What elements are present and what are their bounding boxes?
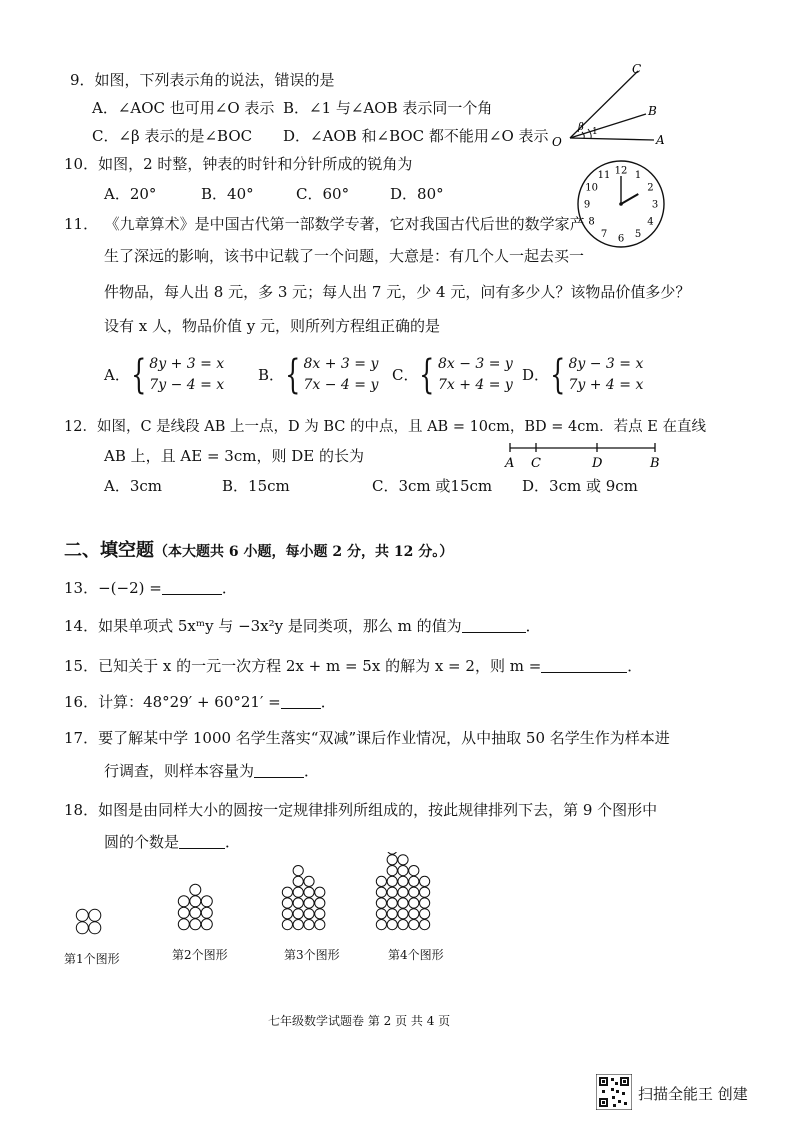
circle-figure-4	[376, 852, 429, 930]
pattern-circle	[282, 920, 292, 930]
pattern-circle	[387, 876, 397, 886]
section2-header	[64, 536, 453, 562]
clock-number: 10	[585, 182, 598, 194]
pattern-circle	[398, 866, 408, 876]
pattern-circle	[304, 876, 314, 886]
pattern-circle	[293, 887, 303, 897]
pattern-circle	[304, 920, 314, 930]
q17-blank[interactable]	[254, 763, 304, 778]
q12-option-a: A．3cm	[104, 477, 163, 495]
pattern-circle	[376, 909, 386, 919]
pattern-circle	[387, 855, 397, 865]
q12-option-c: C．3cm 或15cm	[372, 477, 493, 495]
pattern-circle	[293, 909, 303, 919]
q10-stem: 10．如图，2 时整，钟表的时针和分针所成的锐角为	[64, 155, 413, 173]
pattern-circle	[387, 920, 397, 930]
clock-number: 8	[588, 216, 595, 228]
pattern-circle	[201, 919, 212, 930]
pattern-circle	[315, 898, 325, 908]
q11-option-a: A．{ 8y + 3 = x 7y − 4 = x	[104, 352, 225, 398]
caption-figure-3: 第3个图形	[284, 948, 340, 962]
q9-option-a: A．∠AOC 也可用∠O 表示	[92, 99, 275, 117]
q10-option-a: A．20°	[104, 185, 157, 203]
pattern-circle	[420, 887, 430, 897]
circle-figure-1	[76, 909, 101, 934]
pattern-circle	[398, 920, 408, 930]
pattern-circle	[293, 866, 303, 876]
pattern-circle	[409, 866, 419, 876]
q10-option-b: B．40°	[201, 185, 254, 203]
pattern-circle	[89, 922, 101, 934]
label-a: A	[656, 133, 665, 147]
label-1: 1	[592, 127, 598, 137]
pattern-circle	[190, 919, 201, 930]
pattern-circle	[293, 876, 303, 886]
seg-label-a: A	[505, 456, 515, 471]
pattern-circle	[315, 909, 325, 919]
pattern-circle	[178, 919, 189, 930]
q15: 15．已知关于 x 的一元一次方程 2x + m = 5x 的解为 x = 2，则 m = ．	[64, 657, 643, 675]
pattern-circle	[376, 898, 386, 908]
clock-number: 4	[647, 216, 654, 228]
q15-blank[interactable]	[541, 658, 627, 673]
pattern-circle	[409, 909, 419, 919]
pattern-circle	[376, 920, 386, 930]
pattern-circle	[190, 907, 201, 918]
pattern-circle	[178, 907, 189, 918]
pattern-circle	[304, 898, 314, 908]
q18-blank[interactable]	[179, 834, 225, 849]
q16: 16．计算：48°29′ + 60°21′ = ．	[64, 693, 336, 711]
pattern-circle	[409, 898, 419, 908]
caption-figure-1: 第1个图形	[64, 952, 120, 966]
clock-number: 1	[634, 170, 642, 182]
label-beta: β	[578, 122, 584, 133]
q9-option-d: D．∠AOB 和∠BOC 都不能用∠O 表示	[283, 127, 549, 145]
q18-line2: 圆的个数是 ．	[104, 833, 241, 851]
pattern-circle	[282, 898, 292, 908]
qr-code-icon	[596, 1074, 632, 1110]
q12-line1: 12．如图，C 是线段 AB 上一点，D 为 BC 的中点，且 AB = 10cm，BD = 4cm．若点 E 在直线	[64, 419, 706, 435]
label-o: O	[552, 135, 562, 149]
clock-number: 12	[614, 165, 628, 177]
q13-blank[interactable]	[162, 580, 222, 595]
pattern-circle	[315, 887, 325, 897]
clock-number: 3	[651, 199, 659, 211]
q9-stem: 9．如图，下列表示角的说法，错误的是	[70, 71, 335, 89]
label-c: C	[632, 62, 642, 76]
q14-blank[interactable]	[462, 618, 526, 633]
q11-line2: 生了深远的影响，该书中记载了一个问题，大意是：有几个人一起去买一	[104, 247, 585, 265]
circle-figure-2	[178, 884, 212, 930]
q10-option-c: C．60°	[296, 185, 350, 203]
pattern-circle	[387, 852, 397, 854]
q18-circle-patterns	[60, 852, 460, 944]
q12-segment-figure	[500, 438, 670, 472]
q10-clock	[575, 158, 667, 250]
pattern-circle	[398, 909, 408, 919]
pattern-circle	[409, 887, 419, 897]
q11-option-c: C．{ 8x − 3 = y 7x + 4 = y	[392, 352, 513, 398]
pattern-circle	[387, 898, 397, 908]
pattern-circle	[315, 920, 325, 930]
clock-number: 9	[583, 199, 591, 211]
caption-figure-4: 第4个图形	[388, 948, 444, 962]
ray-oa	[570, 138, 654, 140]
q10-option-d: D．80°	[390, 185, 444, 203]
seg-label-b: B	[650, 456, 660, 471]
q12-option-b: B．15cm	[222, 477, 290, 495]
caption-figure-2: 第2个图形	[172, 948, 228, 962]
pattern-circle	[387, 887, 397, 897]
q12-option-d: D．3cm 或 9cm	[522, 477, 638, 495]
q12-line2: AB 上，且 AE = 3cm，则 DE 的长为	[104, 447, 364, 465]
pattern-circle	[76, 922, 88, 934]
q17-line1: 17．要了解某中学 1000 名学生落实“双减”课后作业情况，从中抽取 50 名学生作为样本进	[64, 729, 670, 747]
pattern-circle	[76, 909, 88, 921]
circle-figure-3	[282, 866, 325, 930]
pattern-circle	[293, 898, 303, 908]
q11-line1: 11． 《九章算术》是中国古代第一部数学专著，它对我国古代后世的数学家产	[64, 215, 585, 233]
pattern-circle	[376, 887, 386, 897]
scanner-watermark: 扫描全能王 创建	[638, 1085, 748, 1103]
pattern-circle	[282, 909, 292, 919]
q9-angle-figure	[548, 58, 678, 153]
pattern-circle	[409, 920, 419, 930]
pattern-circle	[387, 909, 397, 919]
pattern-circle	[89, 909, 101, 921]
pattern-circle	[304, 909, 314, 919]
pattern-circle	[201, 907, 212, 918]
pattern-circle	[190, 884, 201, 895]
pattern-circle	[420, 876, 430, 886]
hour-hand	[621, 194, 638, 204]
q11-line4: 设有 x 人，物品价值 y 元，则所列方程组正确的是	[104, 317, 441, 335]
pattern-circle	[409, 876, 419, 886]
clock-number: 5	[634, 228, 642, 240]
pattern-circle	[420, 898, 430, 908]
q11-option-d: D．{ 8y − 3 = x 7y + 4 = x	[522, 352, 644, 398]
pattern-circle	[304, 887, 314, 897]
clock-number: 7	[600, 228, 608, 240]
pattern-circle	[420, 920, 430, 930]
clock-number: 2	[647, 182, 654, 194]
q18-line1: 18．如图是由同样大小的圆按一定规律排列所组成的，按此规律排列下去，第 9 个图形中	[64, 801, 658, 819]
q9-option-b: B．∠1 与∠AOB 表示同一个角	[283, 99, 493, 117]
pattern-circle	[190, 896, 201, 907]
pattern-circle	[420, 909, 430, 919]
clock-number: 6	[617, 233, 625, 245]
label-b: B	[648, 104, 657, 118]
pattern-circle	[398, 887, 408, 897]
pattern-circle	[201, 896, 212, 907]
q9-option-c: C．∠β 表示的是∠BOC	[92, 127, 253, 145]
q13: 13．−(−2) = ．	[64, 579, 237, 597]
pattern-circle	[387, 866, 397, 876]
q17-line2: 行调查，则样本容量为 ．	[104, 762, 320, 780]
section2-note: （本大题共 6 小题，每小题 2 分，共 12 分。）	[154, 544, 454, 560]
pattern-circle	[293, 920, 303, 930]
seg-label-c: C	[531, 456, 541, 471]
section2-title: 二、填空题	[64, 540, 154, 561]
clock-number: 11	[597, 170, 611, 182]
q11-option-b: B．{ 8x + 3 = y 7x − 4 = y	[258, 352, 379, 398]
q14: 14．如果单项式 5xᵐy 与 −3x²y 是同类项，那么 m 的值为 ．	[64, 617, 541, 635]
pattern-circle	[376, 876, 386, 886]
pattern-circle	[398, 876, 408, 886]
q16-blank[interactable]	[281, 694, 321, 709]
pattern-circle	[282, 887, 292, 897]
pattern-circle	[398, 898, 408, 908]
pattern-circle	[398, 855, 408, 865]
page-footer: 七年级数学试题卷 第 2 页 共 4 页	[268, 1014, 451, 1028]
q11-line3: 件物品，每人出 8 元，多 3 元；每人出 7 元，少 4 元，问有多少人？该物品价值多少？	[104, 283, 691, 301]
seg-label-d: D	[592, 456, 603, 471]
pattern-circle	[178, 896, 189, 907]
